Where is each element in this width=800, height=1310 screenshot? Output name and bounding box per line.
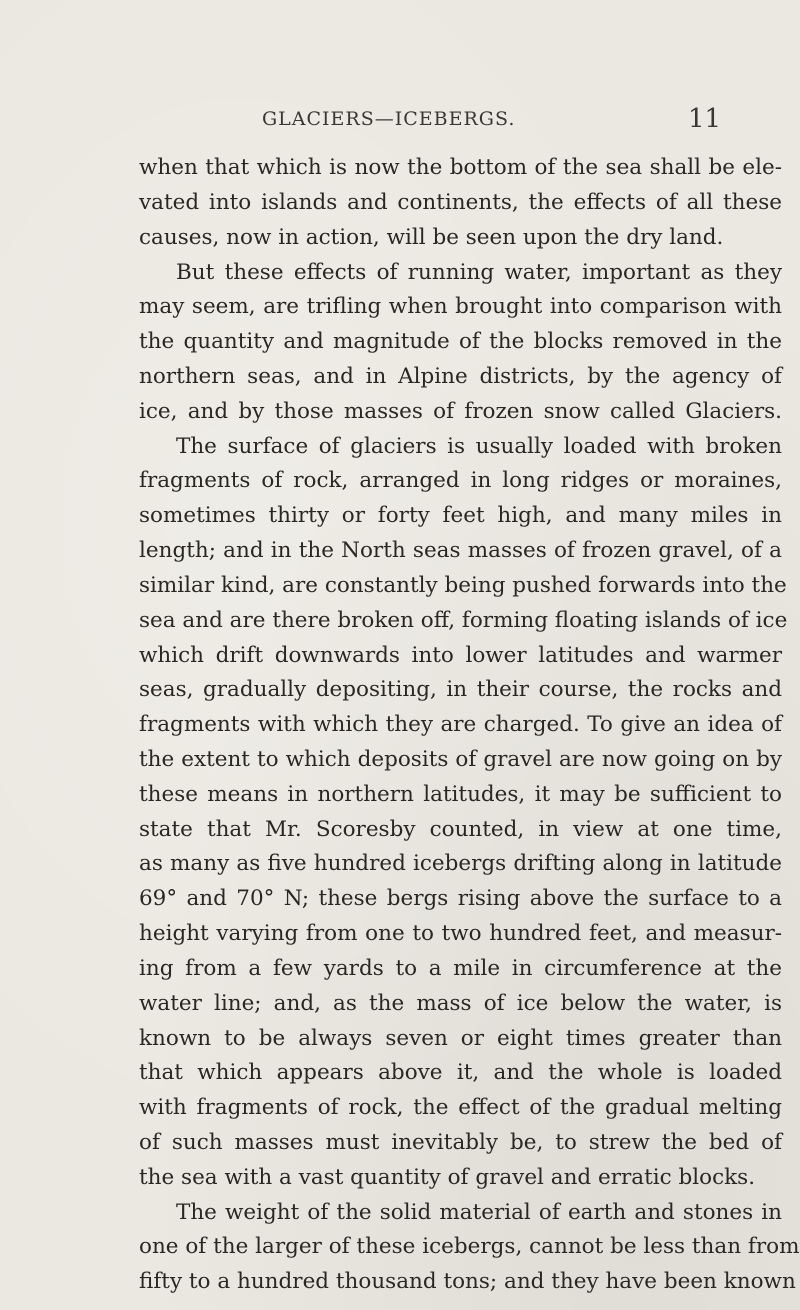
- text-line: one of the larger of these icebergs, cannot be less than from: [139, 1234, 800, 1260]
- text-line: that which appears above it, and the whole is loaded: [139, 1060, 782, 1086]
- text-line: length; and in the North seas masses of frozen gravel, of a: [139, 538, 782, 563]
- text-line: sometimes thirty or forty feet high, and many miles in: [139, 503, 782, 529]
- text-line: with fragments of rock, the effect of the gradual melting: [139, 1095, 782, 1121]
- text-line: But these effects of running water, important as they: [176, 259, 782, 285]
- text-line: vated into islands and continents, the effects of all these: [139, 189, 782, 215]
- text-line: the extent to which deposits of gravel are now going on by: [139, 746, 782, 772]
- running-head: [0, 104, 800, 138]
- text-line: which drift downwards into lower latitudes and warmer: [139, 642, 782, 668]
- text-line: known to be always seven or eight times greater than: [139, 1025, 782, 1051]
- text-line: the sea with a vast quantity of gravel and erratic blocks.: [139, 1164, 756, 1190]
- page-number: 11: [688, 104, 722, 134]
- text-line: as many as five hundred icebergs drifting along in latitude: [139, 851, 782, 877]
- text-line: the quantity and magnitude of the blocks removed in the: [139, 329, 782, 355]
- text-line: water line; and, as the mass of ice below the water, is: [139, 990, 782, 1016]
- text-line: fragments with which they are charged. To give an idea of: [139, 712, 782, 738]
- text-line: when that which is now the bottom of the sea shall be ele-: [139, 155, 782, 180]
- text-line: sea and are there broken off, forming floating islands of ice: [139, 607, 788, 633]
- text-line: causes, now in action, will be seen upon the dry land.: [139, 224, 724, 250]
- text-line: these means in northern latitudes, it may be sufficient to: [139, 781, 782, 807]
- running-head-title: GLACIERS—ICEBERGS.: [262, 108, 516, 130]
- text-line: seas, gradually depositing, in their course, the rocks and: [139, 677, 782, 703]
- text-line: ice, and by those masses of frozen snow called Glaciers.: [139, 398, 782, 424]
- text-line: The surface of glaciers is usually loaded with broken: [176, 433, 782, 459]
- text-line: similar kind, are constantly being pushed forwards into the: [139, 572, 787, 598]
- text-line: 69° and 70° N; these bergs rising above the surface to a: [139, 886, 782, 912]
- text-line: may seem, are trifling when brought into comparison with: [139, 294, 782, 320]
- text-line: state that Mr. Scoresby counted, in view at one time,: [139, 816, 782, 842]
- text-line: northern seas, and in Alpine districts, by the agency of: [139, 363, 782, 389]
- text-line: height varying from one to two hundred feet, and measur-: [139, 921, 782, 946]
- text-line: of such masses must inevitably be, to strew the bed of: [139, 1129, 782, 1155]
- text-line: The weight of the solid material of earth and stones in: [176, 1199, 782, 1225]
- text-line: ing from a few yards to a mile in circumference at the: [139, 955, 782, 981]
- text-line: fragments of rock, arranged in long ridges or moraines,: [139, 468, 782, 494]
- text-line: fifty to a hundred thousand tons; and they have been known: [139, 1269, 796, 1295]
